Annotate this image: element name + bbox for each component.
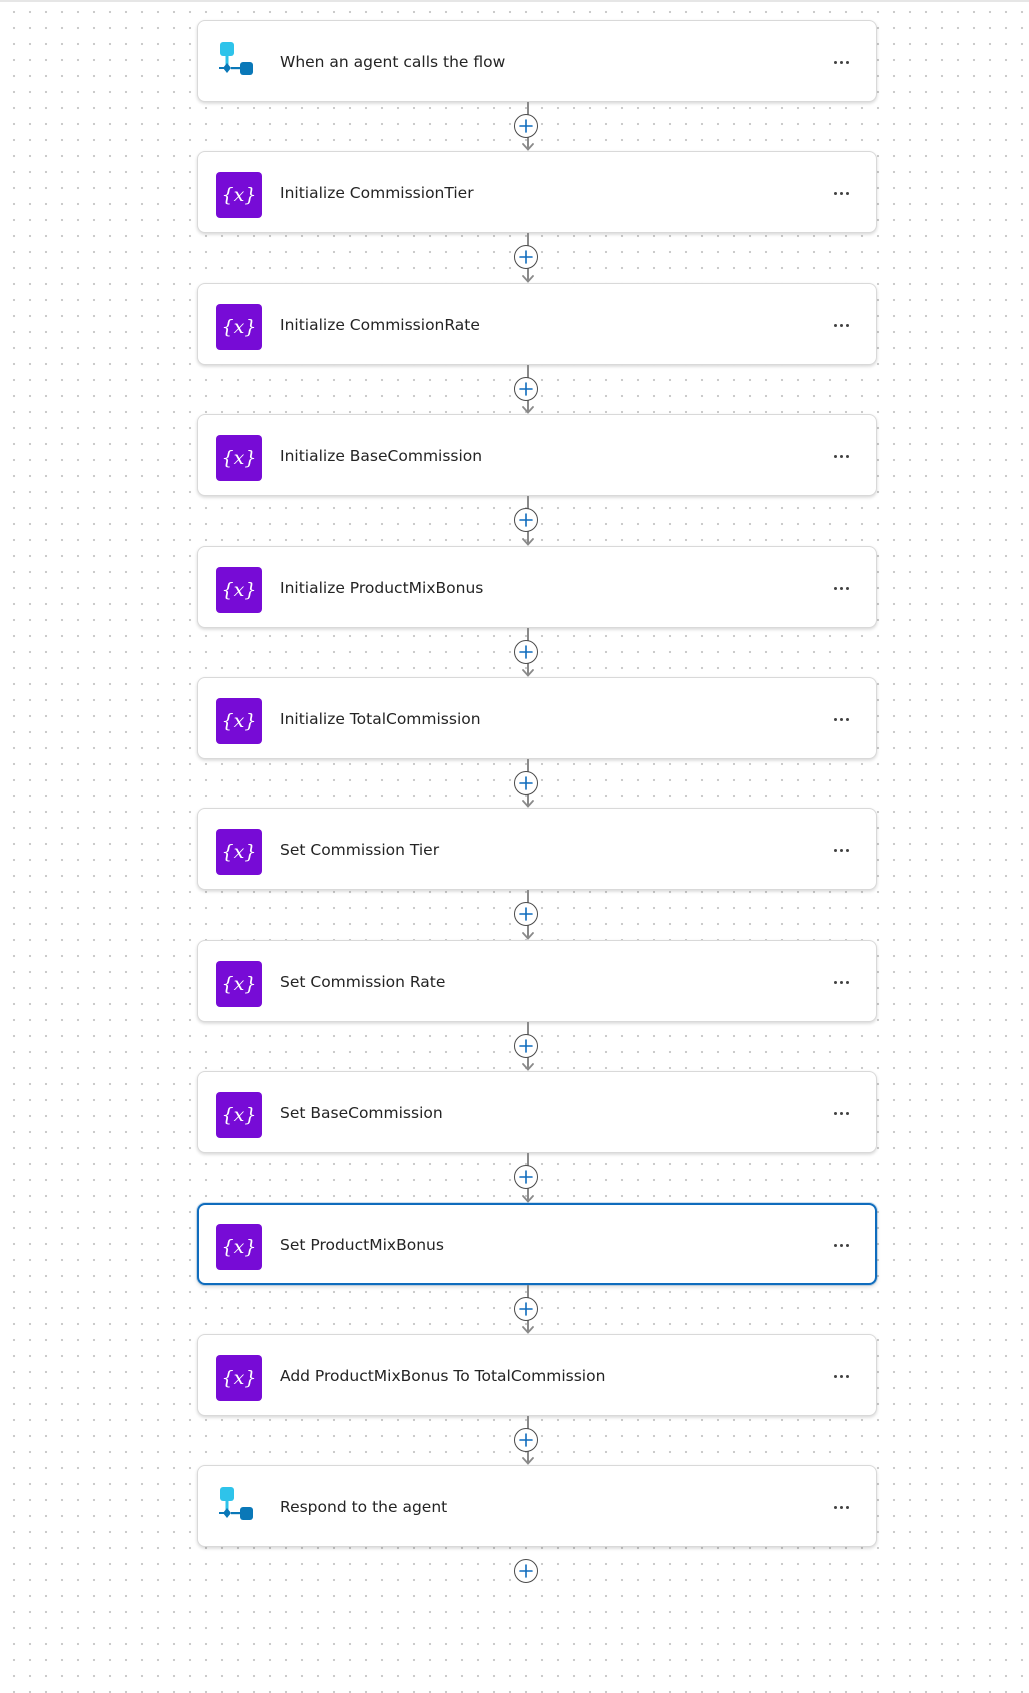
dot-icon: [834, 1112, 837, 1115]
plus-icon: [518, 118, 534, 134]
connector-arrow: [522, 1457, 534, 1465]
variable-icon: [216, 961, 262, 1007]
plus-icon: [518, 1169, 534, 1185]
dot-icon: [846, 849, 849, 852]
connector-arrow: [522, 1195, 534, 1203]
svg-text:{x}: {x}: [221, 579, 257, 601]
plus-icon: [518, 1301, 534, 1317]
more-options-button[interactable]: [826, 444, 856, 468]
insert-step-button[interactable]: [514, 1034, 538, 1058]
more-options-button[interactable]: [826, 1495, 856, 1519]
plus-icon: [518, 1563, 534, 1579]
svg-text:{x}: {x}: [221, 973, 257, 995]
dot-icon: [834, 718, 837, 721]
variable-icon: [216, 567, 262, 613]
flow-step-title: Set ProductMixBonus: [280, 1236, 444, 1254]
dot-icon: [846, 1506, 849, 1509]
connector-arrow: [522, 669, 534, 677]
dot-icon: [840, 324, 843, 327]
flow-step-title: Set Commission Tier: [280, 841, 440, 859]
flow-step-title: Set BaseCommission: [280, 1104, 443, 1122]
connector-arrow: [522, 800, 534, 808]
dot-icon: [840, 1375, 843, 1378]
plus-icon: [518, 644, 534, 660]
connector-arrow: [522, 406, 534, 414]
dot-icon: [846, 1112, 849, 1115]
flow-step-title: Initialize ProductMixBonus: [280, 579, 484, 597]
more-options-button[interactable]: [826, 1233, 856, 1257]
insert-step-button[interactable]: [514, 1428, 538, 1452]
flow-step-card[interactable]: [197, 20, 877, 102]
variable-icon: [216, 435, 262, 481]
flow-step-card[interactable]: [197, 1071, 877, 1153]
dot-icon: [846, 455, 849, 458]
dot-icon: [834, 324, 837, 327]
flow-step-card[interactable]: [197, 546, 877, 628]
flow-step-title: Initialize TotalCommission: [280, 710, 481, 728]
dot-icon: [840, 1244, 843, 1247]
flow-step-card[interactable]: [197, 808, 877, 890]
dot-icon: [846, 981, 849, 984]
insert-step-button[interactable]: [514, 771, 538, 795]
connector-arrow: [522, 932, 534, 940]
svg-text:{x}: {x}: [221, 447, 257, 469]
agent-trigger-icon: [216, 41, 262, 87]
more-options-button[interactable]: [826, 50, 856, 74]
dot-icon: [834, 981, 837, 984]
more-options-button[interactable]: [826, 313, 856, 337]
variable-icon: [216, 1224, 262, 1270]
agent-trigger-icon: [216, 1486, 262, 1532]
flow-step-title: Set Commission Rate: [280, 973, 446, 991]
svg-text:{x}: {x}: [221, 1104, 257, 1126]
svg-text:{x}: {x}: [221, 841, 257, 863]
variable-icon: [216, 304, 262, 350]
svg-text:{x}: {x}: [221, 1367, 257, 1389]
svg-text:{x}: {x}: [221, 710, 257, 732]
dot-icon: [840, 1506, 843, 1509]
dot-icon: [840, 981, 843, 984]
dot-icon: [840, 718, 843, 721]
variable-icon: [216, 172, 262, 218]
dot-icon: [846, 61, 849, 64]
insert-step-button[interactable]: [514, 902, 538, 926]
more-options-button[interactable]: [826, 707, 856, 731]
insert-step-button[interactable]: [514, 245, 538, 269]
more-options-button[interactable]: [826, 1101, 856, 1125]
svg-text:{x}: {x}: [221, 184, 257, 206]
flow-step-title: Initialize CommissionRate: [280, 316, 480, 334]
insert-step-button[interactable]: [514, 640, 538, 664]
flow-step-card[interactable]: [197, 940, 877, 1022]
connector-arrow: [522, 1063, 534, 1071]
flow-step-title: Add ProductMixBonus To TotalCommission: [280, 1367, 606, 1385]
plus-icon: [518, 1432, 534, 1448]
plus-icon: [518, 906, 534, 922]
more-options-button[interactable]: [826, 576, 856, 600]
more-options-button[interactable]: [826, 838, 856, 862]
flow-step-title: Respond to the agent: [280, 1498, 448, 1516]
insert-step-button[interactable]: [514, 114, 538, 138]
dot-icon: [840, 192, 843, 195]
dot-icon: [846, 1244, 849, 1247]
dot-icon: [840, 587, 843, 590]
dot-icon: [834, 1375, 837, 1378]
dot-icon: [834, 1506, 837, 1509]
more-options-button[interactable]: [826, 970, 856, 994]
flow-step-card[interactable]: [197, 1465, 877, 1547]
connector-arrow: [522, 143, 534, 151]
plus-icon: [518, 381, 534, 397]
dot-icon: [846, 192, 849, 195]
plus-icon: [518, 249, 534, 265]
flow-step-card[interactable]: [197, 283, 877, 365]
flow-step-title: Initialize BaseCommission: [280, 447, 483, 465]
dot-icon: [846, 718, 849, 721]
dot-icon: [840, 455, 843, 458]
insert-step-button[interactable]: [514, 377, 538, 401]
dot-icon: [840, 1112, 843, 1115]
dot-icon: [834, 192, 837, 195]
variable-icon: [216, 1355, 262, 1401]
flow-step-card[interactable]: [197, 1203, 877, 1285]
insert-step-button[interactable]: [514, 508, 538, 532]
plus-icon: [518, 512, 534, 528]
connector-arrow: [522, 1326, 534, 1334]
dot-icon: [840, 849, 843, 852]
dot-icon: [834, 455, 837, 458]
variable-icon: [216, 1092, 262, 1138]
more-options-button[interactable]: [826, 181, 856, 205]
plus-icon: [518, 775, 534, 791]
flow-step-card[interactable]: [197, 677, 877, 759]
dot-icon: [834, 61, 837, 64]
flow-step-title: When an agent calls the flow: [280, 53, 506, 71]
flow-step-card[interactable]: [197, 151, 877, 233]
connector-arrow: [522, 275, 534, 283]
svg-text:{x}: {x}: [221, 1236, 257, 1258]
flow-step-title: Initialize CommissionTier: [280, 184, 474, 202]
dot-icon: [834, 587, 837, 590]
dot-icon: [840, 61, 843, 64]
dot-icon: [846, 587, 849, 590]
flow-step-card[interactable]: [197, 414, 877, 496]
dot-icon: [846, 324, 849, 327]
insert-step-button[interactable]: [514, 1165, 538, 1189]
insert-step-button[interactable]: [514, 1297, 538, 1321]
dot-icon: [834, 1244, 837, 1247]
svg-text:{x}: {x}: [221, 316, 257, 338]
plus-icon: [518, 1038, 534, 1054]
insert-step-button[interactable]: [514, 1559, 538, 1583]
more-options-button[interactable]: [826, 1364, 856, 1388]
dot-icon: [834, 849, 837, 852]
flow-step-card[interactable]: [197, 1334, 877, 1416]
connector-arrow: [522, 538, 534, 546]
variable-icon: [216, 698, 262, 744]
dot-icon: [846, 1375, 849, 1378]
variable-icon: [216, 829, 262, 875]
